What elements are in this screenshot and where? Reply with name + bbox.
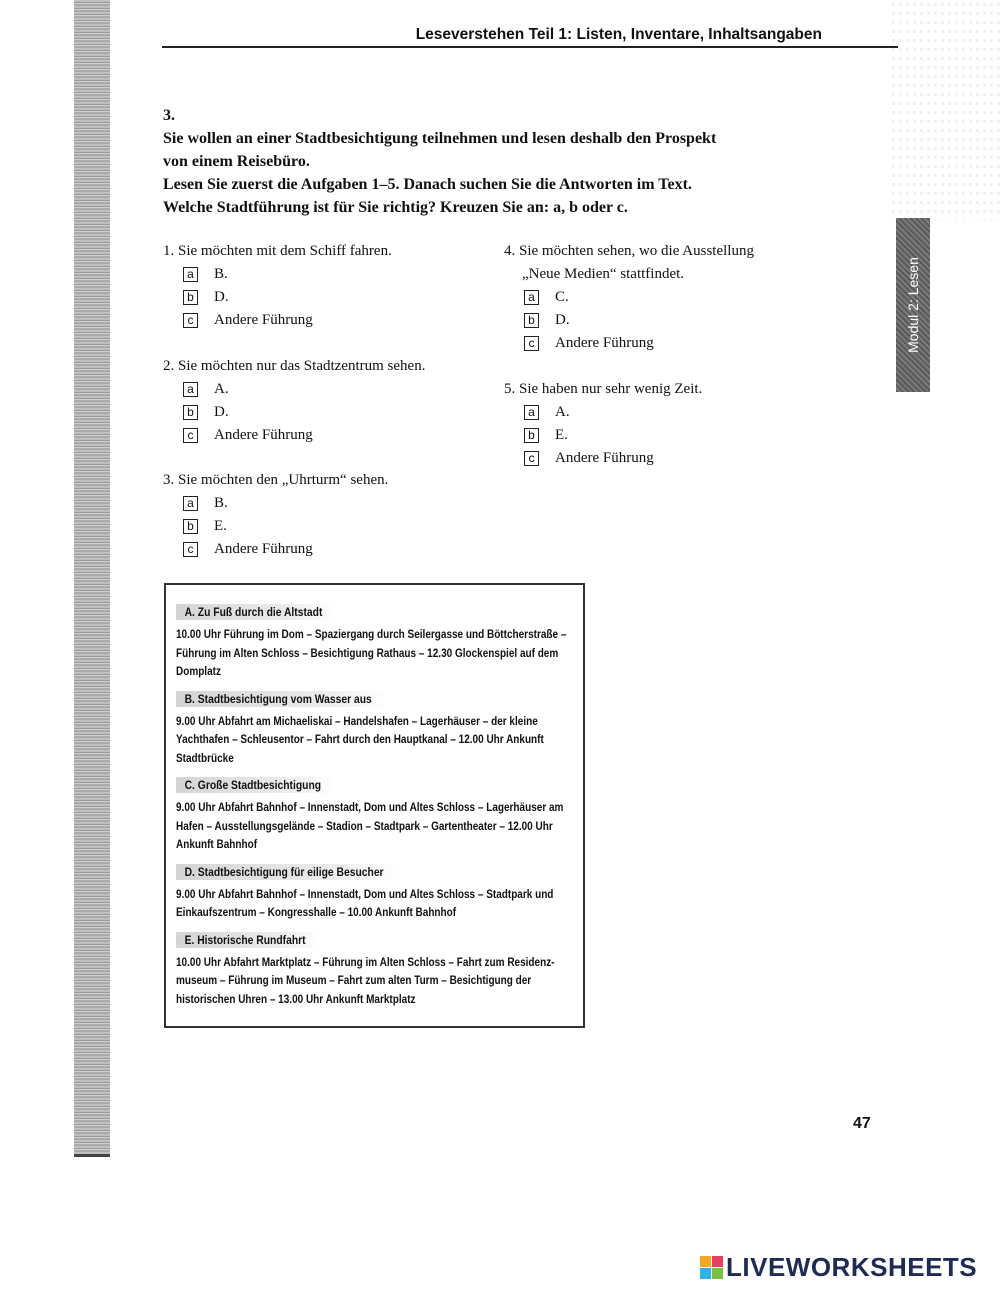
liveworksheets-logo-icon [700, 1256, 723, 1279]
option-label: C. [555, 289, 569, 305]
tour-line: historischen Uhren – 13.00 Uhr Ankunft Marktplatz [176, 991, 416, 1006]
option-label: E. [214, 518, 227, 534]
option-label: B. [214, 495, 228, 511]
tour-line: Ankunft Bahnhof [176, 837, 258, 851]
tour-b [176, 690, 571, 768]
tour-line: Einkaufszentrum – Kongresshalle – 10.00 Ankunft Bahnhof [176, 905, 457, 919]
option-b[interactable] [183, 286, 392, 309]
instruction-line: Welche Stadtführung ist für Sie richtig? Kreuzen Sie an: a, b oder c. [163, 199, 628, 216]
option-label: D. [214, 404, 229, 420]
tour-title: B. Stadtbesichtigung vom Wasser aus [176, 691, 386, 707]
option-b[interactable] [524, 424, 702, 447]
question-2 [163, 355, 425, 447]
module-side-tab [896, 218, 930, 392]
task-instructions [163, 104, 843, 219]
question-text: 2. Sie möchten nur das Stadtzentrum sehen. [163, 358, 426, 374]
checkbox[interactable]: b [524, 313, 539, 328]
header-title: Leseverstehen Teil 1: Listen, Inventare, Inhaltsangaben [415, 26, 822, 43]
option-label: A. [214, 381, 229, 397]
option-c[interactable] [524, 447, 702, 470]
tour-description [176, 798, 578, 854]
tour-line: Domplatz [176, 664, 221, 678]
checkbox[interactable]: a [183, 382, 198, 397]
option-a[interactable] [183, 263, 392, 286]
tour-line: Hafen – Ausstellungsgelände – Stadion – Stadtpark – Gartentheater – 12.00 Uhr [176, 818, 553, 833]
checkbox[interactable]: a [524, 405, 539, 420]
tour-c [176, 776, 571, 854]
tour-e [176, 931, 571, 1009]
checkbox[interactable]: c [183, 428, 198, 443]
tour-description [176, 953, 578, 1009]
checkbox[interactable]: a [183, 496, 198, 511]
option-a[interactable] [183, 378, 425, 401]
option-label: D. [214, 289, 229, 305]
tour-title: E. Historische Rundfahrt [176, 932, 319, 948]
tour-line: 10.00 Uhr Führung im Dom – Spaziergang durch Seilergasse und Böttcherstraße – [176, 627, 567, 641]
option-a[interactable] [183, 492, 388, 515]
option-label: E. [555, 427, 568, 443]
checkbox[interactable]: c [183, 313, 198, 328]
brand-name: LIVEWORKSHEETS [726, 1252, 978, 1282]
question-text: 4. Sie möchten sehen, wo die Ausstellung [504, 243, 754, 259]
checkbox[interactable]: b [524, 428, 539, 443]
checkbox[interactable]: a [183, 267, 198, 282]
tour-d [176, 863, 571, 922]
option-label: Andere Führung [555, 335, 654, 351]
tour-line: 10.00 Uhr Abfahrt Marktplatz – Führung im Alten Schloss – Fahrt zum Residenz- [176, 954, 555, 969]
checkbox[interactable]: c [524, 336, 539, 351]
tour-line: museum – Führung im Museum – Fahrt zum alten Turm – Besichtigung der [176, 973, 532, 987]
option-c[interactable] [183, 309, 392, 332]
question-4 [504, 240, 754, 355]
scan-noise [890, 0, 1000, 220]
tour-a [176, 603, 571, 681]
task-number: 3. [163, 107, 175, 124]
option-label: Andere Führung [214, 312, 313, 328]
checkbox[interactable]: a [524, 290, 539, 305]
option-label: B. [214, 266, 228, 282]
option-label: A. [555, 404, 570, 420]
side-tab-label: Modul 2: Lesen [905, 257, 922, 353]
instruction-line: Lesen Sie zuerst die Aufgaben 1–5. Danach suchen Sie die Antworten im Text. [163, 176, 692, 193]
question-1 [163, 240, 392, 332]
tour-brochure-box [164, 583, 585, 1028]
option-label: D. [555, 312, 570, 328]
option-c[interactable] [183, 538, 388, 561]
logo-square [712, 1268, 723, 1279]
tour-title: C. Große Stadtbesichtigung [176, 777, 335, 793]
instruction-line: Sie wollen an einer Stadtbesichtigung teilnehmen und lesen deshalb den Prospekt [163, 130, 717, 147]
tour-description [176, 712, 578, 768]
option-label: Andere Führung [555, 450, 654, 466]
question-5 [504, 378, 702, 470]
tour-line: 9.00 Uhr Abfahrt am Michaeliskai – Handelshafen – Lagerhäuser – der kleine [176, 713, 538, 728]
checkbox[interactable]: c [524, 451, 539, 466]
option-b[interactable] [183, 515, 388, 538]
tour-line: Führung im Alten Schloss – Besichtigung Rathaus – 12.30 Glockenspiel auf dem [176, 645, 559, 660]
logo-square [700, 1268, 711, 1279]
checkbox[interactable]: b [183, 405, 198, 420]
option-label: Andere Führung [214, 541, 313, 557]
option-b[interactable] [524, 309, 754, 332]
question-3 [163, 469, 388, 561]
checkbox[interactable]: b [183, 519, 198, 534]
option-b[interactable] [183, 401, 425, 424]
option-c[interactable] [524, 332, 754, 355]
tour-description [176, 625, 578, 681]
option-a[interactable] [524, 401, 702, 424]
tour-line: Stadtbrücke [176, 750, 234, 765]
tour-title: D. Stadtbesichtigung für eilige Besucher [176, 864, 397, 880]
question-text-cont: „Neue Medien“ stattfindet. [522, 266, 685, 282]
liveworksheets-branding[interactable] [700, 1252, 977, 1283]
tour-title: A. Zu Fuß durch die Altstadt [176, 604, 336, 620]
logo-square [700, 1256, 711, 1267]
scan-edge-shadow [74, 0, 110, 1155]
checkbox[interactable]: c [183, 542, 198, 557]
logo-square [712, 1256, 723, 1267]
question-text: 3. Sie möchten den „Uhrturm“ sehen. [163, 472, 389, 488]
checkbox[interactable]: b [183, 290, 198, 305]
tour-description [176, 885, 578, 922]
question-text: 1. Sie möchten mit dem Schiff fahren. [163, 243, 392, 259]
page-header [162, 24, 898, 48]
option-label: Andere Führung [214, 427, 313, 443]
instruction-line: von einem Reisebüro. [163, 153, 310, 170]
tour-line: 9.00 Uhr Abfahrt Bahnhof – Innenstadt, Dom und Altes Schloss – Stadtpark und [176, 886, 554, 901]
tour-line: 9.00 Uhr Abfahrt Bahnhof – Innenstadt, Dom und Altes Schloss – Lagerhäuser am [176, 800, 564, 814]
option-c[interactable] [183, 424, 425, 447]
question-text: 5. Sie haben nur sehr wenig Zeit. [504, 381, 703, 397]
page-number: 47 [853, 1115, 871, 1132]
option-a[interactable] [524, 286, 754, 309]
tour-line: Yachthafen – Schleusentor – Fahrt durch den Hauptkanal – 12.00 Uhr Ankunft [176, 732, 544, 746]
